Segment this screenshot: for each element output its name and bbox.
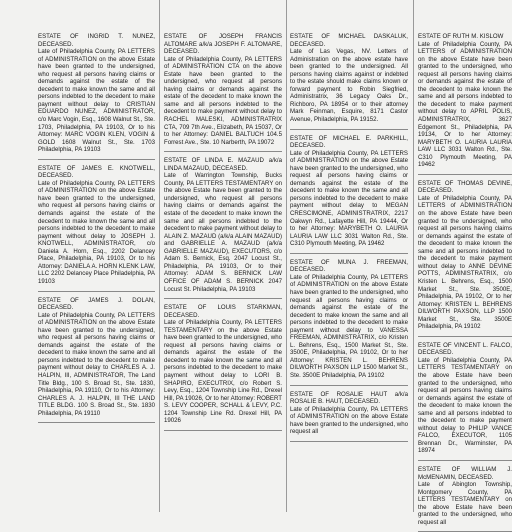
notice-title: ESTATE OF RUTH M. KISLOW bbox=[418, 33, 504, 40]
notice-column-2 bbox=[164, 0, 282, 512]
notice-title: ESTATE OF MUNA J. FREEMAN, DECEASED. bbox=[290, 258, 408, 274]
notice-body: Late of Philadelphia County, PA LETTERS of ADMINISTRATION on the above Estate have been granted to the undersigned, who request all persons having claims or demands against the estate of the decedent to make known the same and all persons indebted to the decedent to make payment without delay to CRISTIAN EDUARDO NUNEZ, ADMINISTRATOR, c/o Marc Vogin, Esq., 1608 Walnut St., Ste. 1703, Philadelphia, PA 19103, Or to his Attorney: MARC VOGIN KLEN, VOGIN & GOLD 1608 Walnut St., Ste. 1703 Philadelphia, PA 19103 bbox=[38, 48, 155, 154]
estate-notice bbox=[290, 135, 408, 254]
column-divider bbox=[413, 0, 414, 512]
notice-title: ESTATE OF VINCENT L. FALCO, DECEASED. bbox=[418, 341, 512, 357]
estate-notice bbox=[290, 259, 408, 386]
notice-body: Late of Philadelphia County, PA LETTERS of ADMINISTRATION on the above Estate have been granted to the undersigned, who request all persons having claims or demands against the estate of the decedent to make known the same and all persons indebted to the decedent to make payment without delay to MEGAN CRESCIMONE, ADMINISTRATRIX, 2217 Oakwyn Rd., Lafayette Hill, PA 19444, Or to her Attorney: MARYBETH O. LAURIA LAURIA LAW LLC 3031 Walton Rd., Ste. C310 Plymouth Meeting, PA 19462 bbox=[290, 149, 408, 248]
notice-title: ESTATE OF JAMES J. DOLAN, DECEASED. bbox=[38, 296, 155, 312]
estate-notice bbox=[418, 466, 512, 532]
notice-title: ESTATE OF JAMES E. KNOTWELL, DECEASED. bbox=[38, 164, 155, 180]
notice-body: Late of Philadelphia County, PA LETTERS of ADMINISTRATION on the above Estate have been granted to the undersigned, who request all persons having claims or demands against the estate of the decedent to make known the same and all persons indebted to the decedent to make payment without delay to APRIL POLIS, ADMINISTRATRIX, 3627 Edgemont St., Philadelphia, PA 19134, Or to her Attorney: MARYBETH O. LAURIA LAURIA LAW LLC 3031 Walton Rd., Ste. C310 Plymouth Meeting, PA 19462 bbox=[418, 40, 512, 169]
estate-notice bbox=[164, 157, 282, 299]
notice-body: Late of Philadelphia County, PA LETTERS of ADMINISTRATION on the above Estate have been granted to the undersigned, who request all persons having claims or demands against the estate of the decedent to make known the same and all persons indebted to the decedent to make payment without delay to VANESSA FREEMAN, ADMINISTRATRIX, c/o Kristen L. Behrens, Esq., 1500 Market St., Ste. 3500E, Philadelphia, PA 19102, Or to her Attorney: KRISTEN L. BEHRENS DILWORTH PAXSON LLP 1500 Market St., Ste. 3500E Philadelphia, PA 19102 bbox=[290, 273, 408, 379]
estate-notice bbox=[418, 180, 512, 337]
notice-title: ESTATE OF THOMAS DEVINE, DECEASED. bbox=[418, 179, 512, 195]
notice-body: Late of Philadelphia County, PA LETTERS of ADMINISTRATION on the above Estate have been granted to the undersigned, who request all persons having claims or demands against the estate of the decedent to make known the same and all persons indebted to the decedent to make payment without delay to CHARLES A. J. HALPIN, III, ADMINISTRATOR, The Land Title Bldg., 100 S. Broad St., Ste. 1830, Philadelphia, PA 19110, Or to his Attorney: CHARLES A. J. HALPIN, III THE LAND TITLE BLDG. 100 S. Broad St., Ste. 1830 Philadelphia, PA 19110 bbox=[38, 311, 155, 417]
notice-title: ESTATE OF MICHAEL E. PARKHILL, DECEASED. bbox=[290, 134, 408, 150]
notice-title: ESTATE OF MICHAEL DASKALUK, DECEASED. bbox=[290, 33, 408, 48]
notice-title: ESTATE OF INGRID T. NUNEZ, DECEASED. bbox=[38, 33, 155, 48]
estate-notice bbox=[38, 0, 155, 160]
notice-title: ESTATE OF JOSEPH FRANCIS ALTOMARE a/k/a JOSEPH F. ALTOMARE, DECEASED. bbox=[164, 33, 282, 56]
notice-column-4 bbox=[418, 0, 512, 526]
notice-body: Late of Philadelphia County, PA LETTERS TESTAMENTARY on the above Estate have been granted to the undersigned, who request all persons having claims or demands against the estate of the decedent to make known the same and all persons indebted to the decedent to make payment without delay to LORI B. SHAPIRO, EXECUTRIX, c/o Robert S. Levy, Esq., 1204 Township Line Rd., Drexel Hill, PA 19026, Or to her Attorney: ROBERT S. LEVY COOPER, SCHALL & LEVY, P.C. 1204 Township Line Rd. Drexel Hill, PA 19026 bbox=[164, 319, 282, 425]
notice-body: Late of Philadelphia County, PA LETTERS of ADMINISTRATION on the above Estate have been granted to the undersigned, who request all persons having claims or demands against the estate of the decedent to make known the same and all persons indebted to the decedent to make payment without delay to ANNE DEVINE POTTS, ADMINISTRATRIX, c/o Kristen L. Behrens, Esq., 1500 Market St., Ste. 3500E, Philadelphia, PA 19102, Or to her Attorney: KRISTEN L. BEHRENS DILWORTH PAXSON, LLP 1500 Market St., Ste. 3500E Philadelphia, PA 19102 bbox=[418, 194, 512, 331]
notice-body: Late of Warrington Township, Bucks County, PA LETTERS TESTAMENTARY on the above Estate have been granted to the undersigned, who request all persons having claims or demands against the estate of the decedent to make known the same and all persons indebted to the decedent to make payment without delay to ALAIN Z. MAZAUD (a/k/a ALAIN MAZAUD) and GABRIELLE A. MAZAUD (a/k/a GABRIELLE MAZAUD), EXECUTORS, c/o Adam S. Bernick, Esq. 2047 Locust St., Philadelphia, PA 19103, Or to their Attorney: ADAM S. BERNICK LAW OFFICE OF ADAM S. BERNICK 2047 Locust St. Philadelphia, PA 19103 bbox=[164, 172, 282, 293]
column-divider bbox=[286, 0, 287, 512]
estate-notice bbox=[38, 165, 155, 292]
notice-title: ESTATE OF ROSALIE HAUT a/k/a ROSALIE B. HAUT, DECEASED. bbox=[290, 390, 408, 406]
column-divider bbox=[159, 0, 160, 512]
notice-body: Late of Philadelphia County, PA LETTERS of ADMINISTRATION on the above Estate have been granted to the undersigned, who request all persons having claims or demands against the estate of the decedent to make known the same and all persons indebted to the decedent to make payment without delay to JOSEPH J. KNOTWELL, ADMINISTRATOR, c/o Daniela A. Horn, Esq., 2202 Delancey Place, Philadelphia, PA 19103, Or to his Attorney: DANIELA A. HORN KLENK LAW, LLC 2202 Delancey Place Philadelphia, PA 19103 bbox=[38, 179, 155, 285]
notice-body: Late of Philadelphia County, PA LETTERS of ADMINISTRATION on the above Estate have been granted to the undersigned, who request all bbox=[290, 405, 408, 436]
notice-body: Late of Abington Township, Montgomery County, PA LETTERS TESTAMENTARY on the above Estate have been granted to the undersigned, who request all bbox=[418, 481, 512, 526]
estate-notice bbox=[418, 0, 512, 175]
estate-notice bbox=[164, 0, 282, 152]
notice-body: Late of Las Vegas, NV. Letters of Administration on the above estate have been granted to the undersigned. All persons having claims against or indebted to the estate should make claims known or forward payment to Robin Siegfried, Administratrix, 36 Legacy Oaks Dr., Richboro, PA 18954 or to their attorney Mark Feinman, Esquire, 8171 Castor Avenue, Philadelphia, PA 19152. bbox=[290, 48, 408, 124]
estate-notice bbox=[164, 304, 282, 431]
estate-notice bbox=[418, 342, 512, 461]
notice-column-1 bbox=[38, 0, 155, 512]
estate-notice bbox=[290, 391, 408, 442]
estate-notice bbox=[38, 297, 155, 424]
notice-title: ESTATE OF LINDA E. MAZAUD a/k/a LINDA MAZAUD, DECEASED. bbox=[164, 157, 282, 172]
estate-notice bbox=[290, 0, 408, 130]
notice-column-3 bbox=[290, 0, 408, 512]
notice-body: Late of Philadelphia County, PA LETTERS of ADMINISTRATION CTA on the above Estate have been granted to the undersigned, who request all persons having claims or demands against the estate of the decedent to make known the same and all persons indebted to the decedent to make payment without delay to RACHEL MALESKI, ADMINISTRATRIX CTA, 709 7th Ave., Elizabeth, PA 15037, Or to her Attorney: DANIEL BALTUCH 104.5 Forrest Ave., Ste. 10 Narberth, PA 19072 bbox=[164, 55, 282, 146]
notice-title: ESTATE OF WILLIAM J. McMENAMIN, DECEASED. bbox=[418, 465, 512, 481]
notice-body: Late of Philadelphia County, PA LETTERS TESTAMENTARY on the above Estate have been granted to the undersigned, who request all persons having claims or demands against the estate of the decedent to make known the same and all persons indebted to the decedent to make payment without delay to PHILIP VANCE FALCO, EXECUTOR, 1105 Brennan Dr., Warminster, PA 18974 bbox=[418, 356, 512, 455]
notice-title: ESTATE OF LOUIS STARKMAN, DECEASED. bbox=[164, 304, 282, 319]
